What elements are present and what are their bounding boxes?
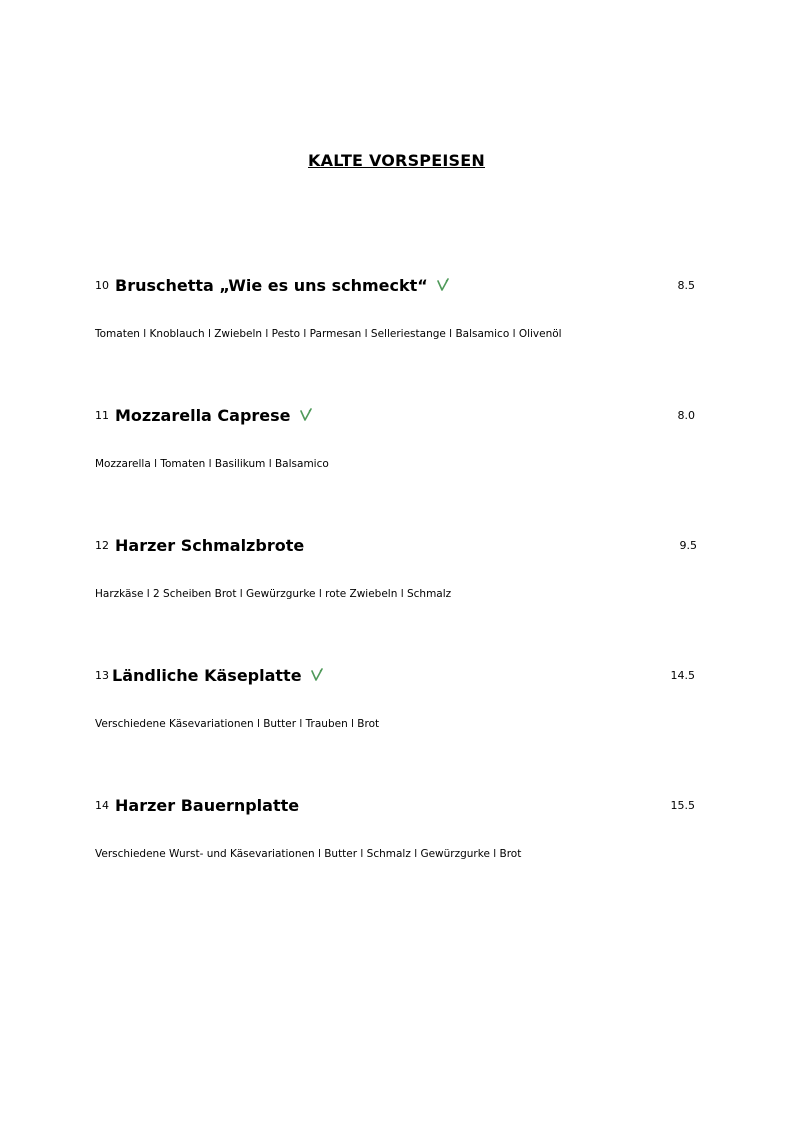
dish-name-text: Mozzarella Caprese — [115, 406, 291, 425]
dish-name — [112, 666, 324, 685]
dish-header — [95, 791, 699, 815]
vegetarian-icon — [436, 278, 450, 292]
dish-price: 9.5 — [679, 539, 697, 552]
dish-description: Harzkäse l 2 Scheiben Brot l Gewürzgurke l rote Zwiebeln l Schmalz — [95, 588, 452, 600]
dish-name — [115, 276, 450, 295]
dish-header — [95, 271, 699, 295]
dish-price: 8.0 — [677, 409, 695, 422]
dish-price: 8.5 — [677, 279, 695, 292]
dish-header — [95, 661, 699, 685]
dish-name — [115, 796, 299, 815]
dish-name — [115, 536, 304, 555]
dish-description: Verschiedene Wurst- und Käsevariationen l Butter l Schmalz l Gewürzgurke l Brot — [95, 848, 522, 860]
dish-price: 14.5 — [670, 669, 695, 682]
dish-number: 11 — [95, 409, 109, 422]
page-title: KALTE VORSPEISEN — [308, 151, 485, 170]
dish-number: 12 — [95, 539, 109, 552]
dish-name-text: Bruschetta „Wie es uns schmeckt“ — [115, 276, 428, 295]
vegetarian-icon — [299, 408, 313, 422]
dish-description: Tomaten l Knoblauch l Zwiebeln l Pesto l Parmesan l Selleriestange l Balsamico l Olivenöl — [95, 328, 562, 340]
dish-header — [95, 531, 699, 555]
vegetarian-icon — [310, 668, 324, 682]
dish-number: 10 — [95, 279, 109, 292]
dish-price: 15.5 — [670, 799, 695, 812]
dish-name-text: Ländliche Käseplatte — [112, 666, 302, 685]
dish-number: 14 — [95, 799, 109, 812]
dish-number: 13 — [95, 669, 109, 682]
dish-description: Verschiedene Käsevariationen l Butter l Trauben l Brot — [95, 718, 380, 730]
dish-header — [95, 401, 699, 425]
dish-description: Mozzarella l Tomaten l Basilikum l Balsamico — [95, 458, 329, 470]
dish-name — [115, 406, 313, 425]
dish-name-text: Harzer Schmalzbrote — [115, 536, 305, 555]
dish-name-text: Harzer Bauernplatte — [115, 796, 300, 815]
